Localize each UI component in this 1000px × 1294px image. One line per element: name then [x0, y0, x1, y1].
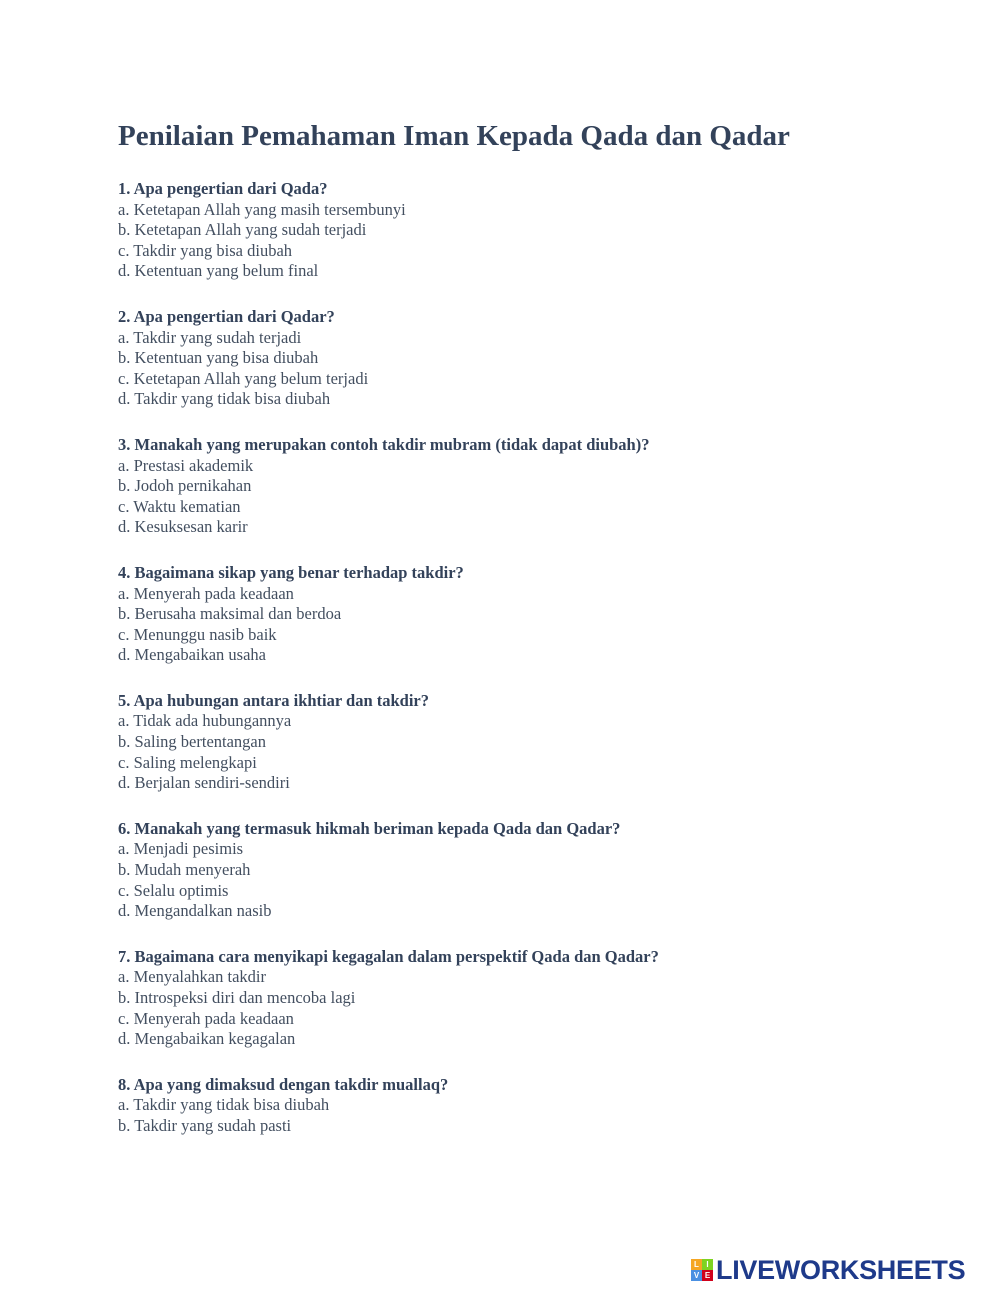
- question-text: 2. Apa pengertian dari Qadar?: [118, 306, 335, 326]
- answer-option-c: c. Selalu optimis: [118, 880, 229, 900]
- question-7: [118, 947, 978, 1050]
- question-5: [118, 691, 978, 794]
- answer-option-b: b. Ketetapan Allah yang sudah terjadi: [118, 220, 367, 240]
- answer-option-c: c. Waktu kematian: [118, 496, 241, 516]
- answer-option-b: b. Saling bertentangan: [118, 732, 267, 752]
- answer-option-b: b. Introspeksi diri dan mencoba lagi: [118, 988, 356, 1007]
- answer-option-b: b. Takdir yang sudah pasti: [118, 1115, 292, 1135]
- liveworksheets-logo: [691, 1255, 965, 1285]
- answer-option-c: c. Ketetapan Allah yang belum terjadi: [118, 368, 369, 388]
- answer-option-a: a. Menjadi pesimis: [118, 839, 244, 859]
- answer-option-b: b. Jodoh pernikahan: [118, 476, 252, 496]
- answer-option-b: b. Ketentuan yang bisa diubah: [118, 348, 319, 368]
- question-1: [118, 179, 978, 282]
- answer-option-d: d. Mengandalkan nasib: [118, 901, 272, 921]
- answer-option-c: c. Takdir yang bisa diubah: [118, 240, 293, 260]
- answer-option-d: d. Takdir yang tidak bisa diubah: [118, 389, 331, 409]
- liveworksheets-logo-icon: [691, 1259, 713, 1281]
- answer-option-c: c. Saling melengkapi: [118, 752, 257, 772]
- answer-option-a: a. Takdir yang sudah terjadi: [118, 327, 302, 347]
- answer-option-a: a. Takdir yang tidak bisa diubah: [118, 1095, 330, 1115]
- question-4: [118, 563, 978, 666]
- question-text: 8. Apa yang dimaksud dengan takdir muallaq?: [118, 1074, 449, 1094]
- answer-option-a: a. Tidak ada hubungannya: [118, 711, 292, 731]
- answer-option-a: a. Menyerah pada keadaan: [118, 583, 294, 603]
- answer-option-b: b. Mudah menyerah: [118, 860, 251, 880]
- page-title: Penilaian Pemahaman Iman Kepada Qada dan Qadar: [118, 120, 790, 152]
- answer-option-c: c. Menyerah pada keadaan: [118, 1008, 294, 1028]
- worksheet-page: [118, 117, 978, 1162]
- question-text: 3. Manakah yang merupakan contoh takdir mubram (tidak dapat diubah)?: [118, 434, 650, 454]
- logo-tile-e: E: [702, 1270, 713, 1281]
- answer-option-d: d. Berjalan sendiri-sendiri: [118, 773, 290, 793]
- answer-option-d: d. Mengabaikan kegagalan: [118, 1029, 296, 1049]
- liveworksheets-wordmark: LIVEWORKSHEETS: [716, 1255, 966, 1285]
- question-6: [118, 819, 978, 922]
- question-text: 6. Manakah yang termasuk hikmah beriman kepada Qada dan Qadar?: [118, 818, 621, 838]
- answer-option-b: b. Berusaha maksimal dan berdoa: [118, 604, 342, 624]
- question-text: 5. Apa hubungan antara ikhtiar dan takdir?: [118, 690, 430, 710]
- answer-option-c: c. Menunggu nasib baik: [118, 624, 277, 644]
- question-8: [118, 1075, 978, 1137]
- question-3: [118, 435, 978, 538]
- question-text: 7. Bagaimana cara menyikapi kegagalan dalam perspektif Qada dan Qadar?: [118, 946, 659, 966]
- answer-option-a: a. Prestasi akademik: [118, 455, 254, 475]
- logo-tile-i: I: [702, 1259, 713, 1270]
- answer-option-d: d. Ketentuan yang belum final: [118, 261, 319, 281]
- question-text: 4. Bagaimana sikap yang benar terhadap takdir?: [118, 562, 464, 582]
- answer-option-d: d. Mengabaikan usaha: [118, 645, 266, 665]
- answer-option-d: d. Kesuksesan karir: [118, 517, 248, 537]
- answer-option-a: a. Menyalahkan takdir: [118, 967, 266, 987]
- question-text: 1. Apa pengertian dari Qada?: [118, 179, 328, 198]
- logo-tile-l: L: [691, 1259, 702, 1270]
- answer-option-a: a. Ketetapan Allah yang masih tersembunyi: [118, 199, 406, 219]
- question-2: [118, 307, 978, 410]
- logo-tile-v: V: [691, 1270, 702, 1281]
